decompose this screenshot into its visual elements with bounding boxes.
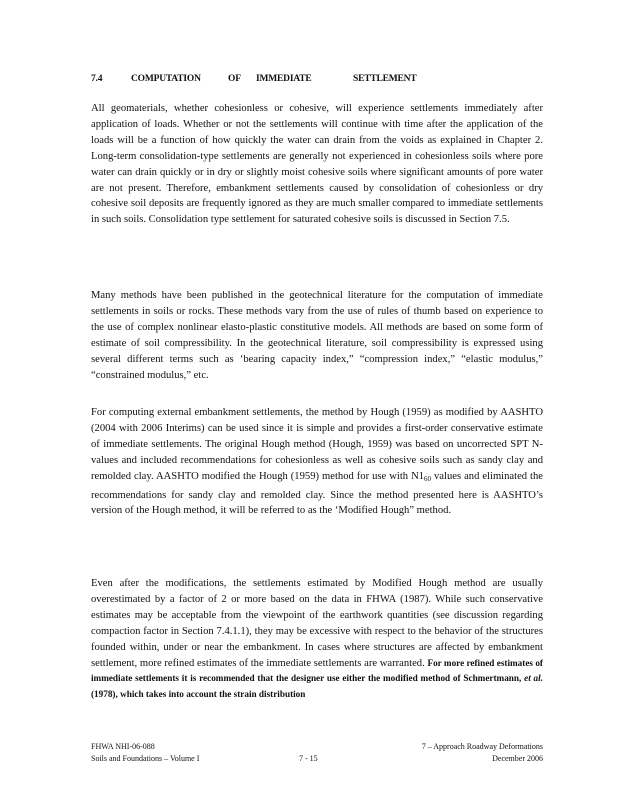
paragraph-hough-method <box>91 405 543 519</box>
hough-text-part-1: For computing external embankment settlements, the method by Hough (1959) as modified by AASHTO (2004 with 2006 Interims) can be used since it is simple and provides a first-order conservative estimate of immediate settlements. The original Hough method (Hough, 1959) was based on uncorrected SPT N-values and included recommendations for cohesionless as well as cohesive soils such as sandy clay and remolded clay. AASHTO modified the Hough (1959) method for use with N1 <box>91 407 543 482</box>
paragraph-modified-hough-overestimate <box>91 576 543 703</box>
section-title-word-3: IMMEDIATE <box>256 74 312 84</box>
recommendation-text-a: For more refined estimates of immediate settlements it is recommended that the designer use either the modified method of Schmertmann, <box>91 657 543 684</box>
footer-report-number: FHWA NHI-06-088 <box>91 742 155 751</box>
section-title-word-4: SETTLEMENT <box>353 74 417 84</box>
footer-line-2 <box>91 753 543 764</box>
n160-subscript: 60 <box>424 474 432 483</box>
section-number: 7.4 <box>91 74 103 84</box>
section-title-word-2: OF <box>228 74 241 84</box>
footer-line-1 <box>91 741 543 752</box>
paragraph-computation-methods: Many methods have been published in the geotechnical literature for the computation of immediate settlements in soils or rocks. These methods vary from the use of rules of thumb based on experience to the use of complex nonlinear elasto-plastic constitutive models. All methods are based on some form of estimate of soil compressibility. In the geotechnical literature, soil compressibility is expressed using several different terms such as ‘bearing capacity index,” “compression index,” “elastic modulus,” “constrained modulus,” etc. <box>91 290 543 381</box>
footer-chapter-title: 7 – Approach Roadway Deformations <box>421 742 543 751</box>
paragraph-immediate-settlements-intro: All geomaterials, whether cohesionless or cohesive, will experience settlements immediately after application of loads. Whether or not the settlements will continue with time after the application of the loads will be a function of how quickly the water can drain from the voids as explained in Chapter 2. Long-term consolidation-type settlements are generally not experienced in cohesionless soils where pore water can drain quickly or in dry or slightly moist cohesive soils where significant amounts of pore water are not present. Therefore, embankment settlements caused by consolidation of cohesionless or dry cohesive soil deposits are frequently ignored as they are much smaller compared to immediate settlements in such soils. Consolidation type settlement for saturated cohesive soils is discussed in Section 7.5. <box>91 103 543 226</box>
footer-date: December 2006 <box>492 754 543 763</box>
recommendation-et-al: et al. <box>524 673 543 684</box>
footer-volume: Soils and Foundations – Volume I <box>91 754 200 763</box>
section-heading <box>91 74 531 84</box>
hough-text-part-2: values and eliminated the recommendations for sandy clay and remolded clay. Since the method presented here is AASHTO’s version of the Hough method, it will be referred to as the ‘Modified Hough” method. <box>91 470 543 517</box>
overestimate-text: Even after the modifications, the settlements estimated by Modified Hough method are usually overestimated by a factor of 2 or more based on the data in FHWA (1987). While such conservative estimates may be acceptable from the viewpoint of the earthwork quantities (see discussion regarding compaction factor in Section 7.4.1.1), they may be excessive with respect to the behavior of the structures founded within, under or near the embankment. In cases where structures are affected by embankment settlement, more refined estimates of the immediate settlements are warranted. <box>91 578 543 669</box>
recommendation-text-b: (1978), which takes into account the strain distribution <box>91 689 306 700</box>
section-title-word-1: COMPUTATION <box>131 74 201 84</box>
footer-page-number: 7 - 15 <box>299 754 318 763</box>
